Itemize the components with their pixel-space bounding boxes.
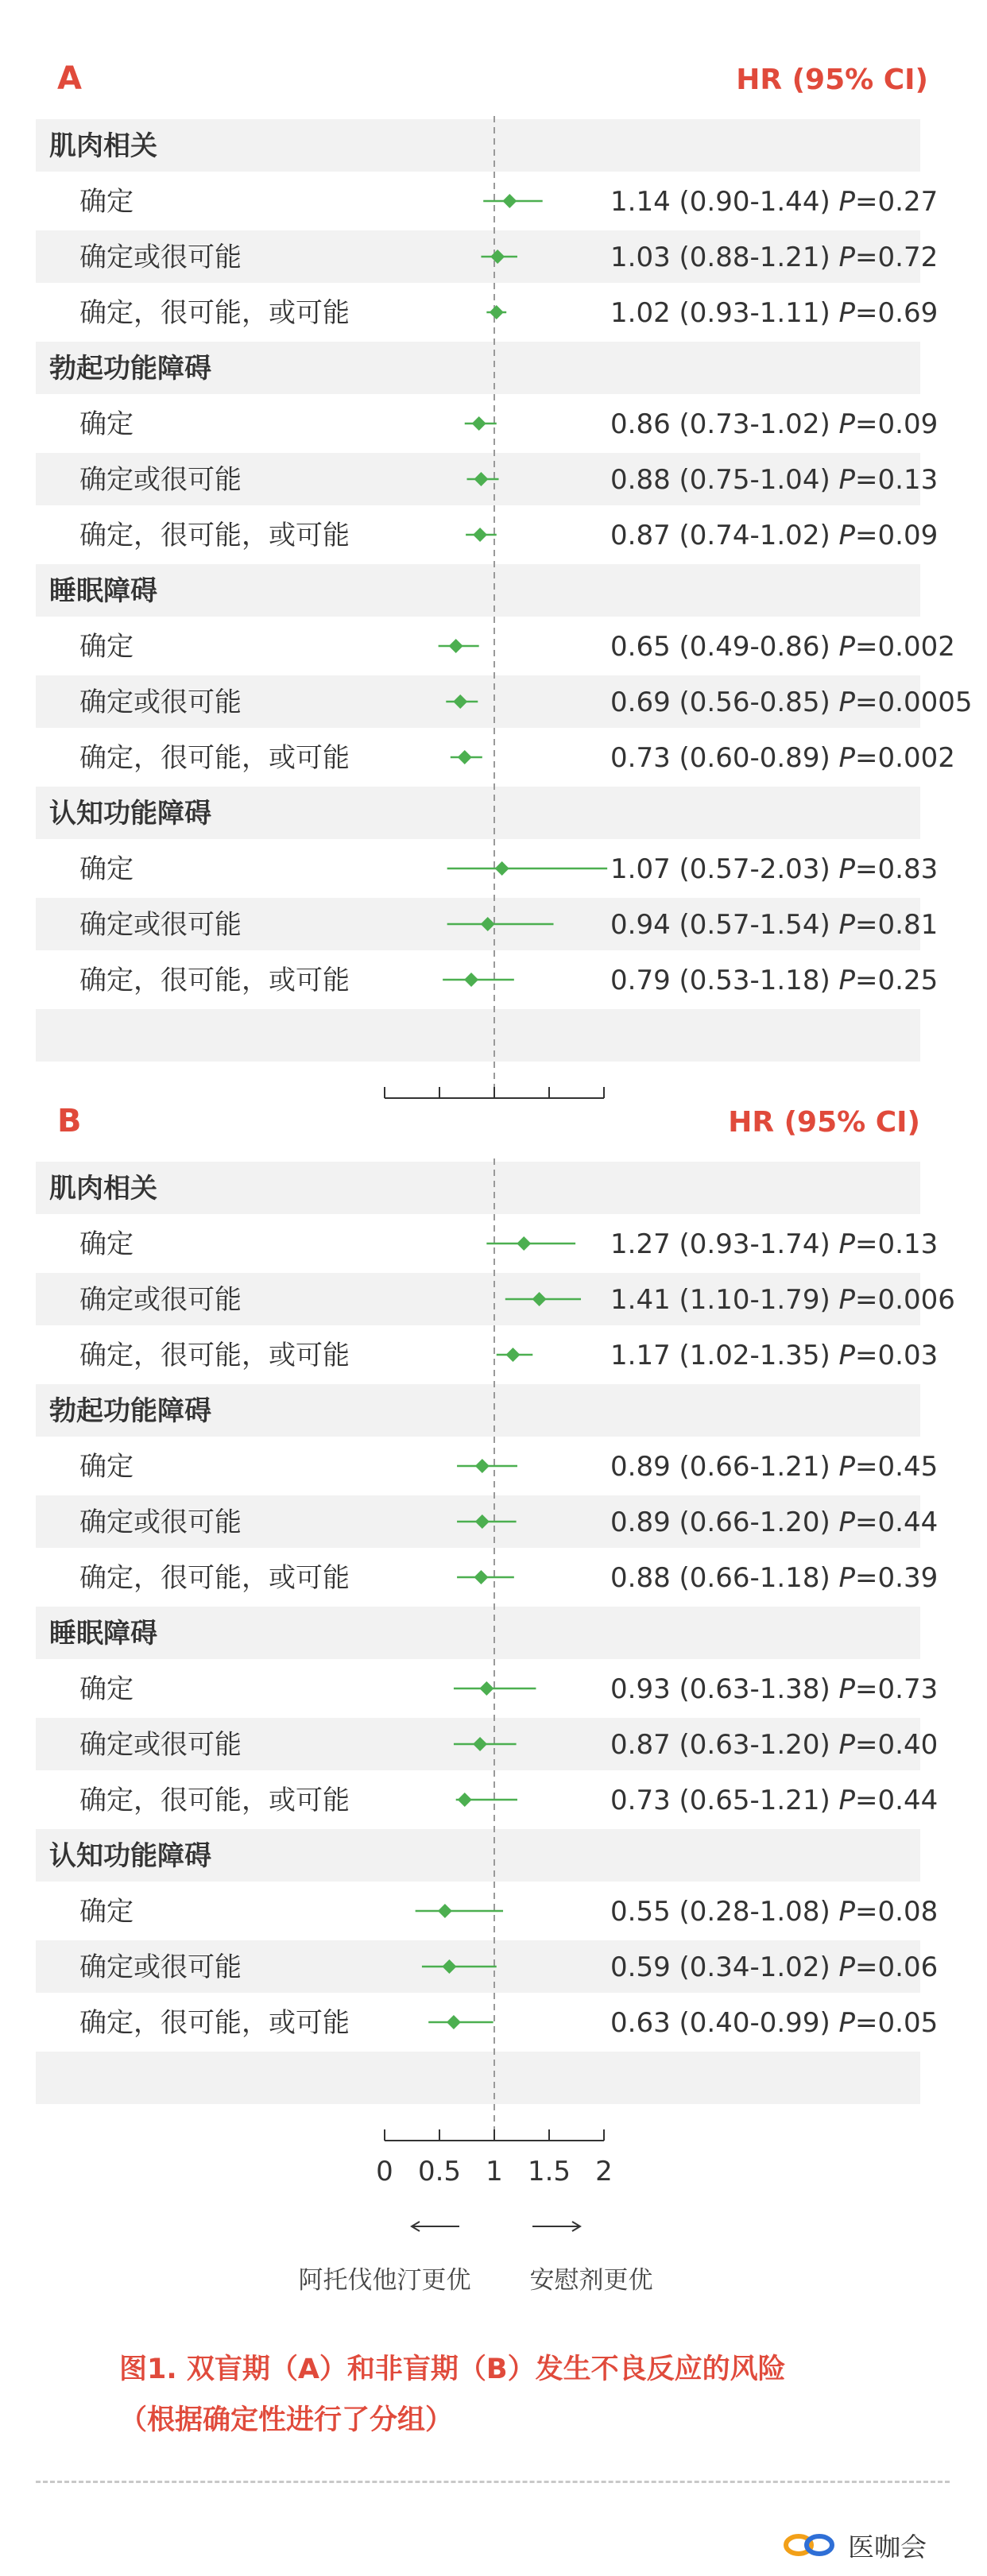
favours-left-label: 阿托伐他汀更优 [298, 2266, 471, 2295]
panel-letter: A [57, 60, 82, 97]
hr-value-text: 0.73 (0.60-0.89) P=0.002 [610, 742, 955, 774]
forest-panel-a [36, 60, 973, 1098]
row-label: 确定，很可能，或可能 [79, 1785, 350, 1816]
hr-point [517, 1236, 531, 1251]
group-label: 睡眠障碍 [49, 575, 157, 607]
hr-value-text: 0.73 (0.65-1.21) P=0.44 [610, 1785, 939, 1816]
row-label: 确定 [79, 186, 134, 218]
hr-value-text: 0.93 (0.63-1.38) P=0.73 [610, 1673, 939, 1705]
group-label: 认知功能障碍 [49, 1840, 211, 1872]
logo-icon [783, 2529, 840, 2561]
brand-logo [783, 2525, 927, 2565]
row-label: 确定 [79, 1896, 134, 1928]
row-label: 确定 [79, 631, 134, 663]
hr-value-text: 0.89 (0.66-1.20) P=0.44 [610, 1507, 939, 1538]
hr-value-text: 1.17 (1.02-1.35) P=0.03 [610, 1340, 939, 1371]
hr-point [475, 1459, 490, 1473]
row-label: 确定或很可能 [79, 1284, 242, 1316]
row-label: 确定，很可能，或可能 [79, 1562, 350, 1594]
hr-point [479, 1681, 494, 1696]
hr-point [502, 194, 517, 208]
row-band [36, 564, 920, 617]
hr-value-text: 0.63 (0.40-0.99) P=0.05 [610, 2007, 939, 2039]
group-label: 睡眠障碍 [49, 1618, 157, 1650]
favours-right-label: 安慰剂更优 [529, 2266, 653, 2295]
row-band [36, 2052, 920, 2104]
hr-value-text: 0.59 (0.34-1.02) P=0.06 [610, 1951, 939, 1983]
hr-value-text: 0.87 (0.63-1.20) P=0.40 [610, 1729, 939, 1761]
hr-point [495, 861, 509, 876]
hr-value-text: 0.79 (0.53-1.18) P=0.25 [610, 965, 939, 996]
group-label: 认知功能障碍 [49, 798, 211, 830]
row-label: 确定，很可能，或可能 [79, 520, 350, 551]
forest-panel-b [36, 1103, 955, 2295]
row-label: 确定或很可能 [79, 1729, 242, 1761]
row-label: 确定或很可能 [79, 464, 242, 496]
hr-point [458, 1793, 472, 1807]
x-tick-label: 1.5 [527, 2156, 571, 2187]
figure-caption [119, 2344, 962, 2446]
row-label: 确定或很可能 [79, 909, 242, 941]
row-band [36, 1162, 920, 1214]
hr-point [473, 528, 487, 542]
row-label: 确定，很可能，或可能 [79, 1340, 350, 1371]
row-label: 确定，很可能，或可能 [79, 297, 350, 329]
row-label: 确定或很可能 [79, 1507, 242, 1538]
hr-value-text: 0.89 (0.66-1.21) P=0.45 [610, 1451, 939, 1483]
row-label: 确定或很可能 [79, 242, 242, 273]
hr-value-text: 1.27 (0.93-1.74) P=0.13 [610, 1228, 939, 1260]
hr-value-text: 1.02 (0.93-1.11) P=0.69 [610, 297, 939, 329]
row-label: 确定或很可能 [79, 1951, 242, 1983]
row-label: 确定 [79, 853, 134, 885]
hr-value-text: 0.88 (0.75-1.04) P=0.13 [610, 464, 939, 496]
caption-line-2: （根据确定性进行了分组） [119, 2404, 454, 2436]
logo-text: 医咖会 [848, 2531, 927, 2562]
hr-point [474, 1570, 488, 1584]
row-label: 确定或很可能 [79, 687, 242, 718]
hr-column-header: HR (95% CI) [728, 1106, 920, 1139]
x-tick-label: 1 [486, 2156, 503, 2187]
hr-value-text: 0.94 (0.57-1.54) P=0.81 [610, 909, 939, 941]
hr-value-text: 1.41 (1.10-1.79) P=0.006 [610, 1284, 955, 1316]
hr-value-text: 0.55 (0.28-1.08) P=0.08 [610, 1896, 939, 1928]
row-label: 确定 [79, 408, 134, 440]
group-label: 勃起功能障碍 [49, 353, 211, 385]
hr-point [438, 1904, 452, 1918]
x-tick-label: 2 [595, 2156, 613, 2187]
hr-value-text: 1.07 (0.57-2.03) P=0.83 [610, 853, 939, 885]
hr-point [464, 973, 478, 987]
row-band [36, 1607, 920, 1659]
row-label: 确定 [79, 1228, 134, 1260]
hr-value-text: 0.65 (0.49-0.86) P=0.002 [610, 631, 955, 663]
row-label: 确定，很可能，或可能 [79, 965, 350, 996]
hr-point [447, 2015, 461, 2029]
group-label: 肌肉相关 [49, 130, 157, 162]
row-band [36, 1009, 920, 1062]
hr-value-text: 0.69 (0.56-0.85) P=0.0005 [610, 687, 973, 718]
hr-value-text: 0.87 (0.74-1.02) P=0.09 [610, 520, 939, 551]
x-tick-label: 0.5 [417, 2156, 462, 2187]
row-label: 确定，很可能，或可能 [79, 2007, 350, 2039]
hr-value-text: 1.14 (0.90-1.44) P=0.27 [610, 186, 939, 218]
dashed-divider [36, 2481, 950, 2483]
x-tick-label: 0 [376, 2156, 393, 2187]
hr-value-text: 0.86 (0.73-1.02) P=0.09 [610, 408, 939, 440]
hr-value-text: 0.88 (0.66-1.18) P=0.39 [610, 1562, 939, 1594]
hr-point [458, 750, 472, 764]
hr-point [490, 305, 504, 319]
row-label: 确定，很可能，或可能 [79, 742, 350, 774]
row-label: 确定 [79, 1673, 134, 1705]
row-band [36, 119, 920, 172]
panel-letter: B [57, 1103, 82, 1139]
hr-column-header: HR (95% CI) [736, 64, 928, 96]
hr-point [472, 416, 486, 431]
hr-point [449, 639, 463, 653]
group-label: 肌肉相关 [49, 1173, 157, 1205]
caption-line-1: 图1. 双盲期（A）和非盲期（B）发生不良反应的风险 [119, 2354, 786, 2385]
hr-point [505, 1348, 520, 1362]
hr-value-text: 1.03 (0.88-1.21) P=0.72 [610, 242, 939, 273]
group-label: 勃起功能障碍 [49, 1395, 211, 1427]
row-label: 确定 [79, 1451, 134, 1483]
